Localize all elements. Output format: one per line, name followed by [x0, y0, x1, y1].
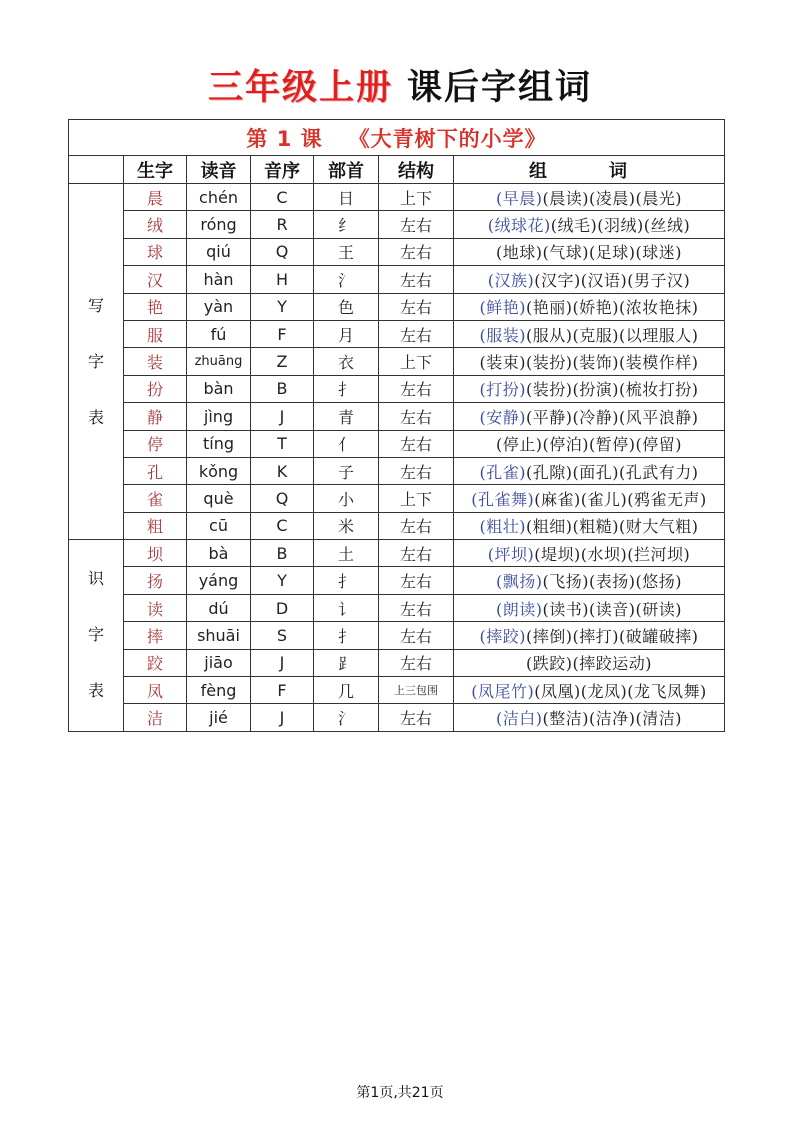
highlight-word: (粗壮): [479, 517, 527, 537]
pinyin-cell: dú: [187, 594, 251, 621]
section-label-char: 识: [87, 569, 104, 589]
table-row: [69, 540, 725, 567]
word-list: (装扮)(扮演)(梳妆打扮): [526, 380, 699, 400]
word-list: (摔倒)(摔打)(破罐破摔): [526, 626, 699, 646]
words-cell: [454, 457, 725, 484]
structure-cell: 上下: [379, 348, 454, 375]
words-cell: [454, 540, 725, 567]
radical-cell: 小: [314, 485, 379, 512]
word-list: (汉字)(汉语)(男子汉): [534, 270, 691, 290]
lesson-title: [69, 120, 725, 156]
structure-cell: 左右: [379, 211, 454, 238]
character-cell: 晨: [124, 184, 187, 211]
table-row: [69, 567, 725, 594]
order-cell: Q: [251, 485, 314, 512]
section-label-char: 字: [87, 625, 104, 645]
highlight-word: (孔雀舞): [471, 489, 535, 509]
words-cell: [454, 704, 725, 731]
words-cell: [454, 485, 725, 512]
order-cell: J: [251, 649, 314, 676]
structure-cell: 上下: [379, 184, 454, 211]
table-row: [69, 184, 725, 211]
words-cell: [454, 567, 725, 594]
order-cell: Y: [251, 293, 314, 320]
order-cell: C: [251, 512, 314, 539]
pinyin-cell: jiāo: [187, 649, 251, 676]
words-cell: [454, 594, 725, 621]
radical-cell: 氵: [314, 704, 379, 731]
table-row: [69, 677, 725, 704]
title-subject: 课后字组词: [407, 68, 593, 108]
pinyin-cell: zhuāng: [187, 348, 251, 375]
word-list: (艳丽)(娇艳)(浓妆艳抹): [526, 298, 699, 318]
order-cell: J: [251, 403, 314, 430]
word-list: (停止)(停泊)(暂停)(停留): [496, 435, 682, 455]
highlight-word: (坪坝): [487, 544, 535, 564]
section-label-char: 表: [87, 407, 104, 427]
character-cell: 孔: [124, 457, 187, 484]
highlight-word: (凤尾竹): [471, 681, 535, 701]
radical-cell: 王: [314, 238, 379, 265]
page-footer: 第1页,共21页: [356, 1085, 444, 1101]
structure-cell: 上下: [379, 485, 454, 512]
column-header-structure: 结构: [379, 156, 454, 184]
structure-cell: 左右: [379, 512, 454, 539]
table-row: [69, 403, 725, 430]
table-row: [69, 375, 725, 402]
character-cell: 洁: [124, 704, 187, 731]
structure-cell: 上三包围: [379, 677, 454, 704]
pinyin-cell: yáng: [187, 567, 251, 594]
pinyin-cell: jié: [187, 704, 251, 731]
structure-cell: 左右: [379, 649, 454, 676]
character-cell: 跤: [124, 649, 187, 676]
column-header-words: 组 词: [454, 156, 725, 184]
section-label-char: 字: [87, 351, 104, 371]
word-list: (凤凰)(龙凤)(龙飞凤舞): [534, 681, 707, 701]
highlight-word: (洁白): [496, 709, 543, 729]
structure-cell: 左右: [379, 403, 454, 430]
words-cell: [454, 238, 725, 265]
radical-cell: 土: [314, 540, 379, 567]
highlight-word: (孔雀): [479, 462, 527, 482]
radical-cell: 几: [314, 677, 379, 704]
structure-cell: 左右: [379, 293, 454, 320]
order-cell: Z: [251, 348, 314, 375]
word-list: (粗细)(粗糙)(财大气粗): [526, 517, 699, 537]
order-cell: H: [251, 266, 314, 293]
word-list: (跌跤)(摔跤运动): [526, 654, 652, 674]
pinyin-cell: tíng: [187, 430, 251, 457]
radical-cell: 子: [314, 457, 379, 484]
pinyin-cell: kǒng: [187, 457, 251, 484]
highlight-word: (打扮): [479, 380, 527, 400]
structure-cell: 左右: [379, 594, 454, 621]
radical-cell: ⻊: [314, 649, 379, 676]
order-cell: C: [251, 184, 314, 211]
table-row: [69, 238, 725, 265]
words-cell: [454, 320, 725, 347]
character-cell: 粗: [124, 512, 187, 539]
pinyin-cell: cū: [187, 512, 251, 539]
highlight-word: (鲜艳): [479, 298, 527, 318]
structure-cell: 左右: [379, 540, 454, 567]
character-cell: 球: [124, 238, 187, 265]
title-grade: 三年级上册: [207, 68, 393, 108]
structure-cell: 左右: [379, 430, 454, 457]
order-cell: T: [251, 430, 314, 457]
character-cell: 静: [124, 403, 187, 430]
word-list: (晨读)(凌晨)(晨光): [542, 188, 682, 208]
radical-cell: 扌: [314, 567, 379, 594]
column-header-pinyin: 读音: [187, 156, 251, 184]
order-cell: Y: [251, 567, 314, 594]
order-cell: B: [251, 540, 314, 567]
column-header-row: [69, 156, 725, 184]
words-cell: [454, 348, 725, 375]
pinyin-cell: fèng: [187, 677, 251, 704]
structure-cell: 左右: [379, 238, 454, 265]
table-row: [69, 704, 725, 731]
word-list: (堤坝)(水坝)(拦河坝): [534, 544, 691, 564]
column-header-section: [69, 156, 124, 184]
column-header-order: 音序: [251, 156, 314, 184]
highlight-word: (早晨): [496, 188, 543, 208]
highlight-word: (绒球花): [487, 216, 551, 236]
radical-cell: 色: [314, 293, 379, 320]
order-cell: B: [251, 375, 314, 402]
table-row: [69, 457, 725, 484]
page-title: [0, 66, 800, 110]
structure-cell: 左右: [379, 375, 454, 402]
order-cell: D: [251, 594, 314, 621]
order-cell: F: [251, 677, 314, 704]
table-row: [69, 211, 725, 238]
character-cell: 汉: [124, 266, 187, 293]
section-label-write: [69, 184, 124, 540]
words-cell: [454, 512, 725, 539]
radical-cell: 青: [314, 403, 379, 430]
section-label-char: 表: [87, 681, 104, 701]
character-cell: 摔: [124, 622, 187, 649]
words-cell: [454, 211, 725, 238]
vocabulary-table: [68, 119, 725, 732]
word-list: (麻雀)(雀儿)(鸦雀无声): [534, 489, 707, 509]
radical-cell: 扌: [314, 375, 379, 402]
character-cell: 停: [124, 430, 187, 457]
character-cell: 雀: [124, 485, 187, 512]
word-list: (飞扬)(表扬)(悠扬): [542, 572, 682, 592]
structure-cell: 左右: [379, 622, 454, 649]
words-cell: [454, 266, 725, 293]
highlight-word: (安静): [479, 407, 527, 427]
radical-cell: 讠: [314, 594, 379, 621]
pinyin-cell: què: [187, 485, 251, 512]
word-list: (绒毛)(羽绒)(丝绒): [550, 216, 691, 236]
character-cell: 服: [124, 320, 187, 347]
words-cell: [454, 677, 725, 704]
column-header-char: 生字: [124, 156, 187, 184]
radical-cell: 氵: [314, 266, 379, 293]
order-cell: S: [251, 622, 314, 649]
table-row: [69, 485, 725, 512]
radical-cell: 衣: [314, 348, 379, 375]
table-row: [69, 348, 725, 375]
lesson-number: 第 1 课: [246, 126, 323, 151]
words-cell: [454, 649, 725, 676]
pinyin-cell: hàn: [187, 266, 251, 293]
words-cell: [454, 184, 725, 211]
highlight-word: (飘扬): [496, 572, 543, 592]
radical-cell: 纟: [314, 211, 379, 238]
table-row: [69, 320, 725, 347]
highlight-word: (汉族): [487, 270, 535, 290]
pinyin-cell: yàn: [187, 293, 251, 320]
table-row: [69, 649, 725, 676]
table-row: [69, 293, 725, 320]
pinyin-cell: bà: [187, 540, 251, 567]
pinyin-cell: fú: [187, 320, 251, 347]
highlight-word: (服装): [479, 325, 527, 345]
pinyin-cell: qiú: [187, 238, 251, 265]
structure-cell: 左右: [379, 320, 454, 347]
word-list: (地球)(气球)(足球)(球迷): [496, 243, 682, 263]
table-row: [69, 622, 725, 649]
words-cell: [454, 430, 725, 457]
highlight-word: (摔跤): [479, 626, 527, 646]
words-cell: [454, 375, 725, 402]
table-row: [69, 430, 725, 457]
pinyin-cell: róng: [187, 211, 251, 238]
structure-cell: 左右: [379, 704, 454, 731]
section-label-recognize: [69, 540, 124, 732]
radical-cell: 扌: [314, 622, 379, 649]
character-cell: 坝: [124, 540, 187, 567]
word-list: (服从)(克服)(以理服人): [526, 325, 699, 345]
order-cell: R: [251, 211, 314, 238]
word-list: (整洁)(洁净)(清洁): [542, 709, 682, 729]
character-cell: 读: [124, 594, 187, 621]
table-row: [69, 512, 725, 539]
structure-cell: 左右: [379, 266, 454, 293]
order-cell: K: [251, 457, 314, 484]
radical-cell: 米: [314, 512, 379, 539]
character-cell: 绒: [124, 211, 187, 238]
table-row: [69, 266, 725, 293]
character-cell: 艳: [124, 293, 187, 320]
section-label-char: 写: [87, 295, 104, 315]
character-cell: 装: [124, 348, 187, 375]
pinyin-cell: chén: [187, 184, 251, 211]
radical-cell: 亻: [314, 430, 379, 457]
radical-cell: 日: [314, 184, 379, 211]
structure-cell: 左右: [379, 457, 454, 484]
order-cell: J: [251, 704, 314, 731]
lesson-header-row: [69, 120, 725, 156]
character-cell: 扮: [124, 375, 187, 402]
highlight-word: (朗读): [496, 599, 543, 619]
pinyin-cell: bàn: [187, 375, 251, 402]
character-cell: 凤: [124, 677, 187, 704]
words-cell: [454, 293, 725, 320]
column-header-radical: 部首: [314, 156, 379, 184]
lesson-name: 《大青树下的小学》: [348, 126, 547, 151]
order-cell: Q: [251, 238, 314, 265]
word-list: (平静)(冷静)(风平浪静): [526, 407, 699, 427]
word-list: (读书)(读音)(研读): [542, 599, 682, 619]
structure-cell: 左右: [379, 567, 454, 594]
table-row: [69, 594, 725, 621]
words-cell: [454, 622, 725, 649]
pinyin-cell: jìng: [187, 403, 251, 430]
word-list: (孔隙)(面孔)(孔武有力): [526, 462, 699, 482]
radical-cell: 月: [314, 320, 379, 347]
pinyin-cell: shuāi: [187, 622, 251, 649]
words-cell: [454, 403, 725, 430]
character-cell: 扬: [124, 567, 187, 594]
word-list: (装束)(装扮)(装饰)(装模作样): [479, 353, 699, 373]
order-cell: F: [251, 320, 314, 347]
